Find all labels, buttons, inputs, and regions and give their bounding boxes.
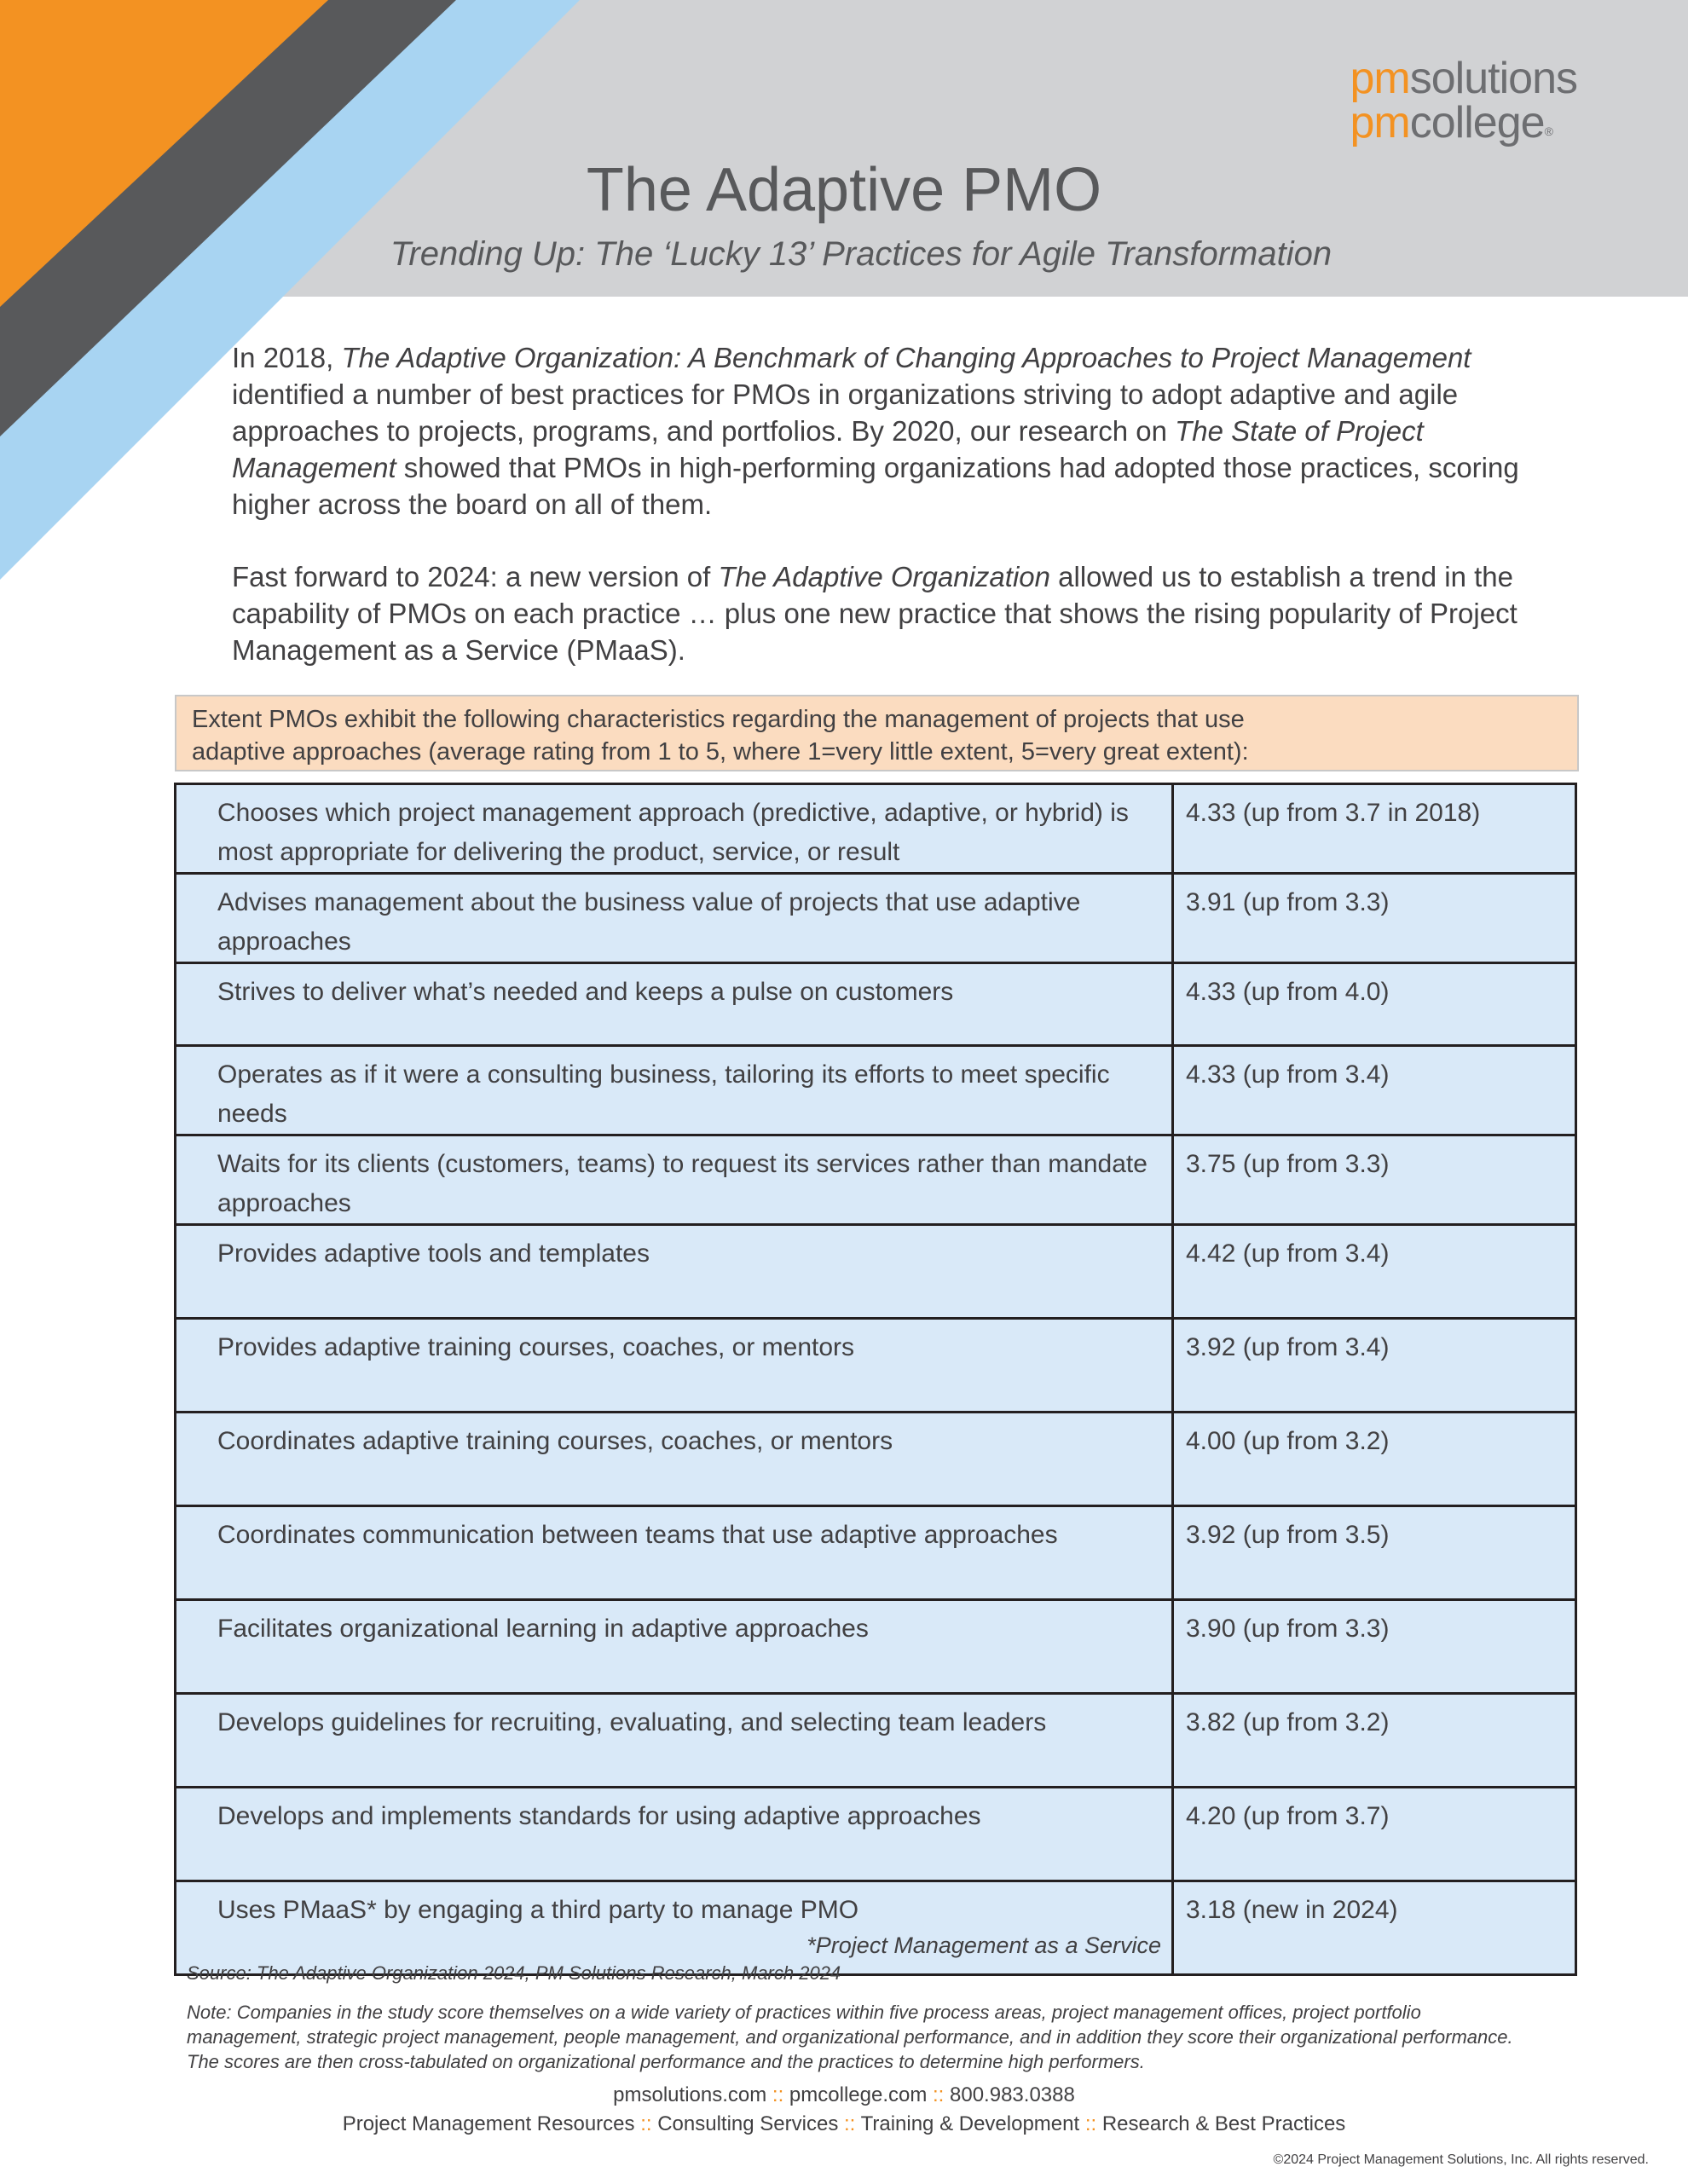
practice-cell: Coordinates communication between teams that use adaptive approaches: [176, 1506, 1173, 1600]
pmaas-footnote: *Project Management as a Service: [806, 1933, 1161, 1958]
intro-p2-text-b: allowed us to establish a trend in the capability of PMOs on each practice … plus one new practice that shows the rising popularity of Project Management as a Service (PMaaS).: [232, 561, 1517, 666]
table-row: [176, 1413, 1576, 1506]
website-pmcollege: pmcollege.com: [789, 2083, 928, 2106]
score-cell: 4.33 (up from 3.7 in 2018): [1173, 784, 1576, 874]
intro-paragraph-1: [232, 339, 1579, 523]
intro-p1-text-b: identified a number of best practices for PMOs in organizations striving to adopt adaptive and agile approaches to projects, programs, and portfolios. By 2020, our research on: [232, 378, 1459, 447]
rating-scale-header: [175, 695, 1579, 771]
intro-paragraph-2: [232, 558, 1579, 668]
contact-line: [0, 2083, 1688, 2107]
intro-p1-text-c: showed that PMOs in high-performing organizations had adopted those practices, scoring higher across the board on all of them.: [232, 452, 1519, 520]
practices-table: [174, 783, 1577, 1976]
practice-cell: Provides adaptive training courses, coaches, or mentors: [176, 1319, 1173, 1413]
page-title: The Adaptive PMO: [586, 156, 1102, 224]
score-cell: 4.20 (up from 3.7): [1173, 1788, 1576, 1881]
copyright-notice: ©2024 Project Management Solutions, Inc. All rights reserved.: [1273, 2152, 1649, 2167]
logo-solutions: solutions: [1409, 54, 1577, 103]
practice-cell: Strives to deliver what’s needed and keeps a pulse on customers: [176, 963, 1173, 1046]
separator: ::: [844, 2112, 856, 2135]
table-row: [176, 1506, 1576, 1600]
registered-mark: ®: [1544, 124, 1552, 138]
practice-cell: Develops guidelines for recruiting, evaluating, and selecting team leaders: [176, 1694, 1173, 1788]
logo-pm-2: pm: [1350, 98, 1410, 147]
score-cell: 4.33 (up from 4.0): [1173, 963, 1576, 1046]
intro-p2-text-a: Fast forward to 2024: a new version of: [232, 561, 719, 592]
score-cell: 3.90 (up from 3.3): [1173, 1600, 1576, 1694]
logo-college: college: [1409, 98, 1545, 147]
rating-header-line-1: Extent PMOs exhibit the following characteristics regarding the management of projects that use: [192, 706, 1245, 733]
tagline-item: Research & Best Practices: [1101, 2112, 1346, 2135]
practice-cell: Coordinates adaptive training courses, coaches, or mentors: [176, 1413, 1173, 1506]
methodology-note: Note: Companies in the study score themselves on a wide variety of practices within five process areas, project management offices, project portfolio management, strategic project management, people management, and organizational performance, and in addition they score their organizational performance. The scores are then cross-tabulated on organizational performance and the practices to determine high performers.: [187, 2002, 1513, 2072]
logo-line-pmcollege: [1350, 98, 1577, 153]
intro-p1-text-a: In 2018,: [232, 342, 342, 373]
pmsolutions-pmcollege-logo: [1350, 56, 1577, 153]
source-citation: Source: The Adaptive Organization 2024, PM Solutions Research, March 2024: [187, 1962, 841, 1984]
rating-header-line-2: adaptive approaches (average rating from 1 to 5, where 1=very little extent, 5=very great extent):: [192, 738, 1249, 766]
table-row: [176, 1788, 1576, 1881]
tagline-item: Project Management Resources: [342, 2112, 635, 2135]
table-row: [176, 1881, 1576, 1975]
practice-cell: Provides adaptive tools and templates: [176, 1225, 1173, 1319]
score-cell: 3.92 (up from 3.5): [1173, 1506, 1576, 1600]
table-row: [176, 1046, 1576, 1135]
table-row: [176, 1600, 1576, 1694]
table-row: [176, 1694, 1576, 1788]
phone-number: 800.983.0388: [950, 2083, 1075, 2106]
score-cell: 3.92 (up from 3.4): [1173, 1319, 1576, 1413]
practice-cell: Waits for its clients (customers, teams) to request its services rather than mandate approaches: [176, 1135, 1173, 1225]
logo-pm-1: pm: [1350, 54, 1410, 103]
table-row: [176, 874, 1576, 963]
separator: ::: [933, 2083, 945, 2106]
score-cell: 4.33 (up from 3.4): [1173, 1046, 1576, 1135]
logo-line-pmsolutions: [1350, 56, 1577, 101]
page-subtitle: Trending Up: The ‘Lucky 13’ Practices for Agile Transformation: [390, 235, 1332, 273]
practice-cell: Advises management about the business value of projects that use adaptive approaches: [176, 874, 1173, 963]
practice-text: Uses PMaaS* by engaging a third party to manage PMO: [217, 1896, 859, 1924]
intro-p2-title-1: The Adaptive Organization: [718, 561, 1050, 592]
table-row: [176, 784, 1576, 874]
score-cell: 3.82 (up from 3.2): [1173, 1694, 1576, 1788]
separator: ::: [1084, 2112, 1097, 2135]
intro-p1-title-1: The Adaptive Organization: A Benchmark of Changing Approaches to Project Management: [341, 342, 1471, 373]
separator: ::: [640, 2112, 652, 2135]
tagline-item: Consulting Services: [657, 2112, 839, 2135]
tagline-item: Training & Development: [860, 2112, 1080, 2135]
score-cell: 3.75 (up from 3.3): [1173, 1135, 1576, 1225]
score-cell: 4.42 (up from 3.4): [1173, 1225, 1576, 1319]
intro-p1-title-2: The State of Project Management: [232, 415, 1424, 483]
score-cell: 3.18 (new in 2024): [1173, 1881, 1576, 1975]
services-tagline: [0, 2112, 1688, 2136]
table-row: [176, 1319, 1576, 1413]
practice-cell: Chooses which project management approach (predictive, adaptive, or hybrid) is most appropriate for delivering the product, service, or result: [176, 784, 1173, 874]
practice-cell: Develops and implements standards for using adaptive approaches: [176, 1788, 1173, 1881]
table-row: [176, 1135, 1576, 1225]
separator: ::: [772, 2083, 784, 2106]
practice-cell: [176, 1881, 1173, 1975]
practice-cell: Facilitates organizational learning in adaptive approaches: [176, 1600, 1173, 1694]
website-pmsolutions: pmsolutions.com: [613, 2083, 767, 2106]
intro-text: [232, 339, 1579, 704]
practice-cell: Operates as if it were a consulting business, tailoring its efforts to meet specific needs: [176, 1046, 1173, 1135]
score-cell: 4.00 (up from 3.2): [1173, 1413, 1576, 1506]
table-row: [176, 1225, 1576, 1319]
score-cell: 3.91 (up from 3.3): [1173, 874, 1576, 963]
table-row: [176, 963, 1576, 1046]
